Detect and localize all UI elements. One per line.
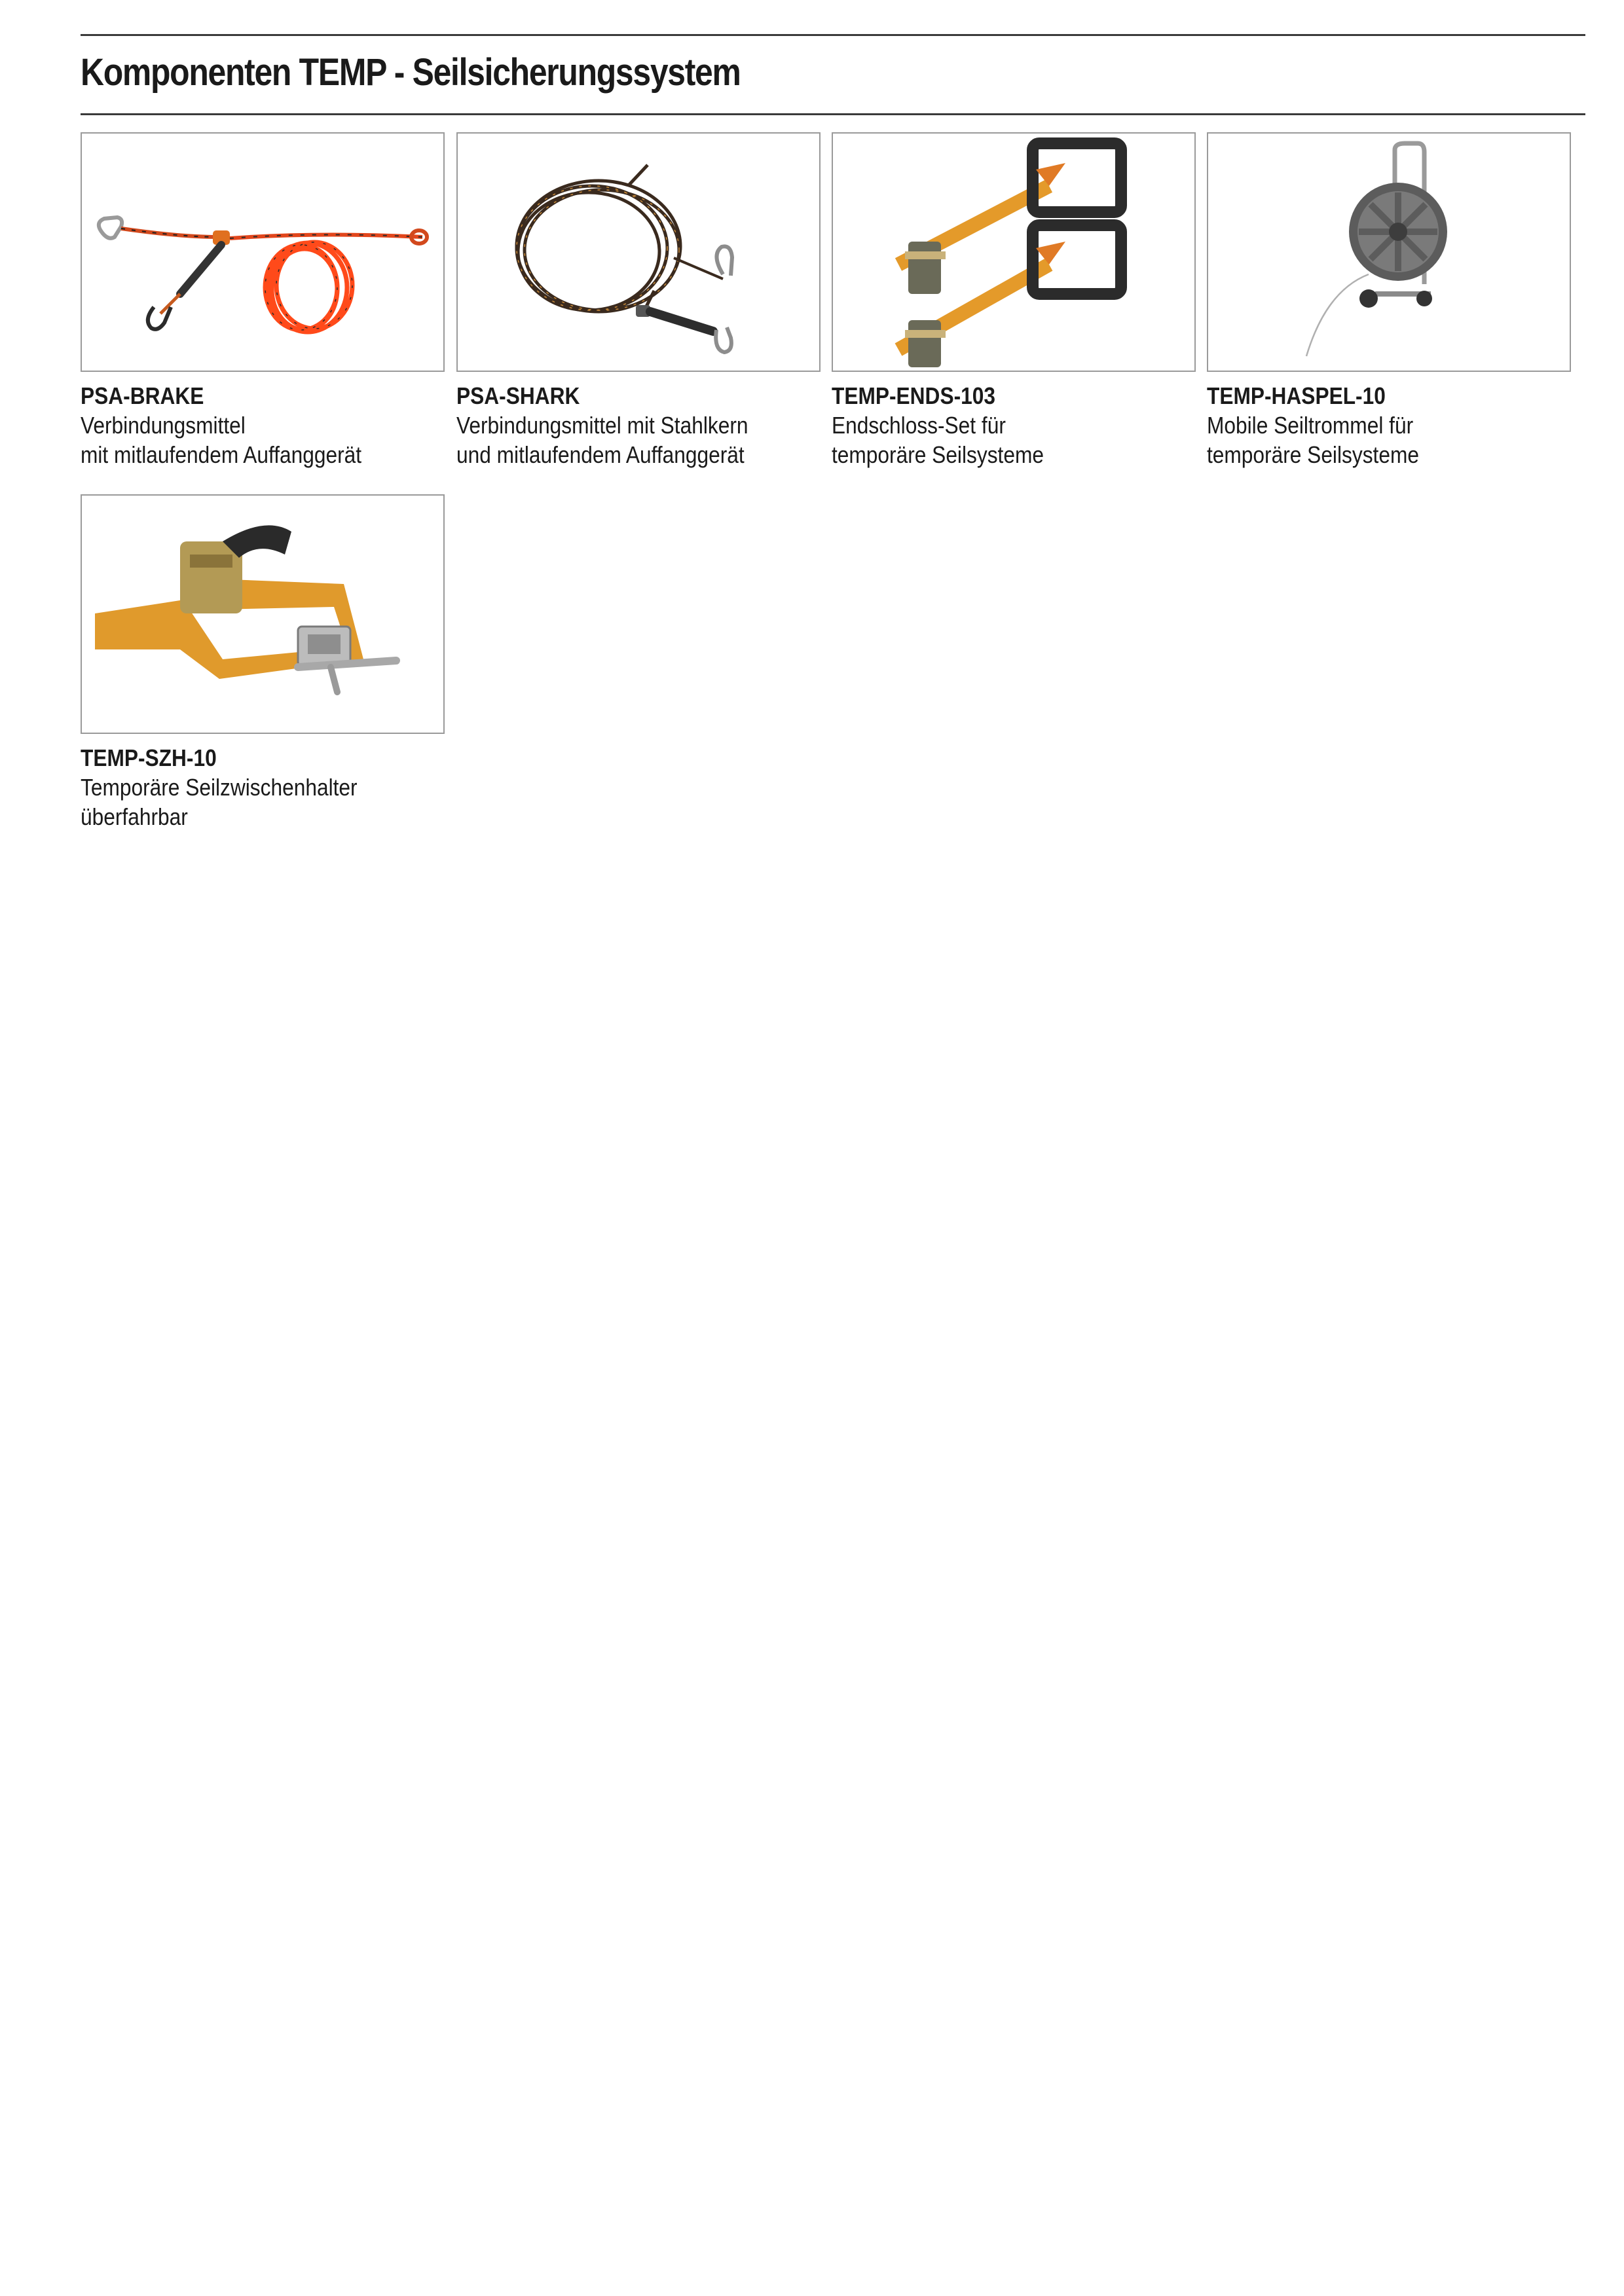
product-image-frame [81, 494, 445, 734]
rope-lanyard-with-fall-arrester-icon [82, 134, 443, 371]
product-description-line: Verbindungsmittel [81, 412, 246, 439]
product-image-frame [456, 132, 821, 372]
product-description-line: Endschloss-Set für [832, 412, 1006, 439]
title-rule [81, 113, 1585, 115]
product-card [81, 132, 445, 469]
product-description-line: und mitlaufendem Auffanggerät [456, 441, 745, 468]
product-description-line: Temporäre Seilzwischenhalter [81, 774, 358, 801]
product-image-frame [81, 132, 445, 372]
product-card [456, 132, 821, 469]
product-description-line: temporäre Seilsysteme [832, 441, 1044, 468]
top-rule [81, 34, 1585, 36]
product-image-frame [1207, 132, 1571, 372]
product-description-line: Mobile Seiltrommel für [1207, 412, 1414, 439]
product-image-frame [832, 132, 1196, 372]
ratchet-strap-end-lock-icon [833, 134, 1194, 371]
steel-core-lanyard-icon [458, 134, 819, 371]
product-card [832, 132, 1196, 469]
product-code: TEMP-ENDS-103 [832, 382, 995, 409]
product-code: PSA-BRAKE [81, 382, 204, 409]
product-code: PSA-SHARK [456, 382, 580, 409]
cable-reel-trolley-icon [1208, 134, 1570, 371]
product-description-line: Verbindungsmittel mit Stahlkern [456, 412, 748, 439]
product-description-line: mit mitlaufendem Auffanggerät [81, 441, 362, 468]
product-code: TEMP-HASPEL-10 [1207, 382, 1386, 409]
product-card [81, 494, 445, 831]
intermediate-rope-holder-icon [82, 496, 443, 733]
product-description-line: überfahrbar [81, 803, 188, 830]
product-code: TEMP-SZH-10 [81, 744, 217, 771]
page-title: Komponenten TEMP - Seilsicherungssystem [81, 51, 741, 94]
product-description-line: temporäre Seilsysteme [1207, 441, 1419, 468]
product-card [1207, 132, 1571, 469]
